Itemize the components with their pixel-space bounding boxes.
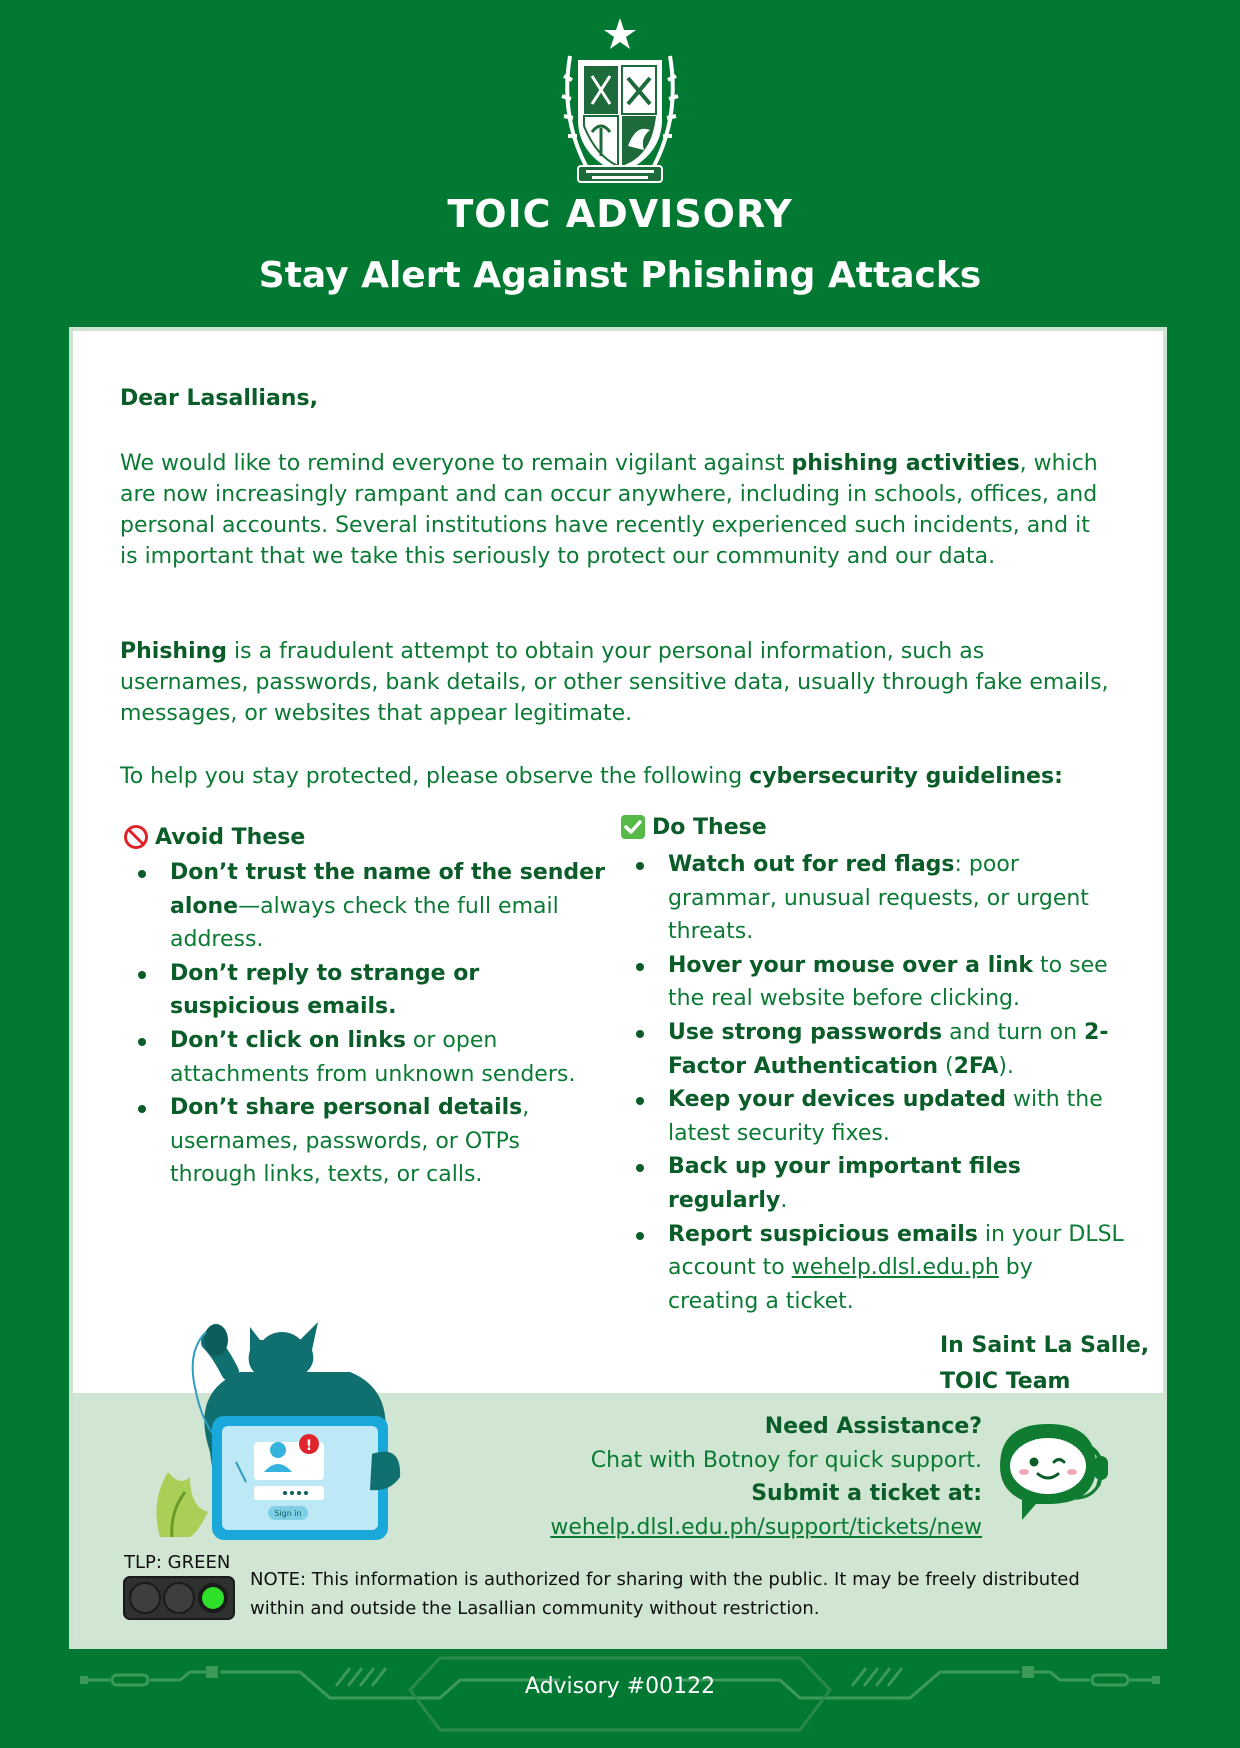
emphasis: Don’t click on links: [170, 1027, 406, 1053]
advisory-number: Advisory #00122: [524, 1674, 716, 1699]
emphasis: Don’t share personal details: [170, 1095, 523, 1121]
avoid-heading: [123, 824, 305, 850]
signoff: [940, 1328, 1149, 1400]
list-item: [668, 1016, 1128, 1083]
list-item: [668, 1083, 1128, 1150]
list-item: [668, 848, 1128, 949]
chatbot-icon: [992, 1416, 1116, 1522]
assistance-chat-text: Chat with Botnoy for quick support.: [590, 1447, 982, 1473]
emphasis: Use strong passwords: [668, 1019, 943, 1045]
list-item: [170, 856, 610, 957]
sign-in-label: Sign in: [274, 1509, 302, 1518]
signoff-line: In Saint La Salle,: [940, 1333, 1150, 1358]
de-la-salle-lipa-crest-icon: [556, 16, 684, 196]
emphasis: Hover your mouse over a link: [668, 952, 1034, 978]
text: , which are now increasingly rampant and can occur anywhere, including in schools, offices, and personal accounts. Several institutions have recently experienced such incidents, and it is important that we take this seriously to protect our community and our data.: [120, 451, 1098, 569]
intro-paragraph: [120, 448, 1110, 572]
list-item: [170, 1091, 610, 1192]
tlp-label: TLP: GREEN: [124, 1552, 231, 1573]
text: to see the real website before clicking.: [668, 952, 1108, 1012]
tlp-note: NOTE: This information is authorized for sharing with the public. It may be freely distributed within and outside the Lasallian community without restriction.: [250, 1569, 1080, 1619]
emphasis: Don’t trust the name of the sender alone: [170, 860, 605, 919]
do-list: [668, 848, 1128, 1318]
avoid-list: [170, 856, 610, 1192]
emphasis: cybersecurity guidelines:: [749, 764, 1063, 789]
ticket-link[interactable]: wehelp.dlsl.edu.ph/support/tickets/new: [550, 1514, 982, 1540]
text: by creating a ticket.: [668, 1255, 1033, 1314]
text: : poor grammar, unusual requests, or urgent threats.: [668, 852, 1089, 945]
traffic-light-icon: [123, 1576, 235, 1620]
prohibited-icon: [123, 824, 149, 850]
check-mark-icon: [620, 814, 646, 840]
emphasis: 2FA: [953, 1053, 999, 1079]
emphasis: Back up your important files regularly: [668, 1154, 1021, 1213]
text: .: [780, 1187, 788, 1213]
assistance-block: [462, 1410, 982, 1544]
do-heading: [620, 814, 767, 840]
text: —always check the full email address.: [170, 893, 559, 953]
emphasis: Watch out for red flags: [668, 852, 955, 877]
emphasis: Don’t reply to strange or suspicious emails.: [170, 960, 480, 1020]
svg-text:!: !: [305, 1438, 313, 1454]
greeting: Dear Lasallians,: [120, 386, 318, 411]
advisory-title: TOIC ADVISORY: [447, 192, 793, 236]
text: and turn on: [942, 1019, 1085, 1045]
list-item: [668, 1218, 1128, 1319]
do-heading-label: Do These: [652, 814, 767, 840]
text: (: [938, 1053, 954, 1079]
text: ).: [998, 1053, 1014, 1079]
emphasis: 2-Factor Authentication: [668, 1019, 1109, 1079]
list-item: [170, 957, 610, 1024]
text: is a fraudulent attempt to obtain your personal information, such as usernames, passwords, bank details, or other sensitive data, usually through fake emails, messages, or websites that appear legitimate.: [120, 639, 1109, 726]
text: or open attachments from unknown senders.: [170, 1027, 576, 1087]
emphasis: phishing activities: [791, 451, 1020, 476]
avoid-heading-label: Avoid These: [155, 824, 306, 850]
list-item: [170, 1024, 610, 1091]
text: , usernames, passwords, or OTPs through links, texts, or calls.: [170, 1095, 530, 1188]
guidelines-intro: [120, 761, 1130, 792]
list-item: [668, 1150, 1128, 1217]
advisory-subtitle: Stay Alert Against Phishing Attacks: [258, 255, 982, 296]
ticket-label: Submit a ticket at:: [751, 1481, 982, 1506]
assistance-heading: Need Assistance?: [764, 1414, 982, 1439]
emphasis: Report suspicious emails: [668, 1221, 978, 1247]
phishing-hacker-illustration: [150, 1312, 420, 1544]
definition-paragraph: [120, 636, 1110, 729]
wehelp-link[interactable]: wehelp.dlsl.edu.ph: [791, 1255, 999, 1281]
emphasis: Phishing: [120, 639, 228, 664]
text: in your DLSL account to: [668, 1221, 1124, 1281]
signoff-team: TOIC Team: [940, 1369, 1071, 1394]
text: To help you stay protected, please observe the following: [120, 764, 750, 789]
emphasis: Keep your devices updated: [668, 1087, 1006, 1113]
text: We would like to remind everyone to remain vigilant against: [120, 451, 792, 476]
text: with the latest security fixes.: [668, 1087, 1103, 1146]
list-item: [668, 949, 1128, 1016]
